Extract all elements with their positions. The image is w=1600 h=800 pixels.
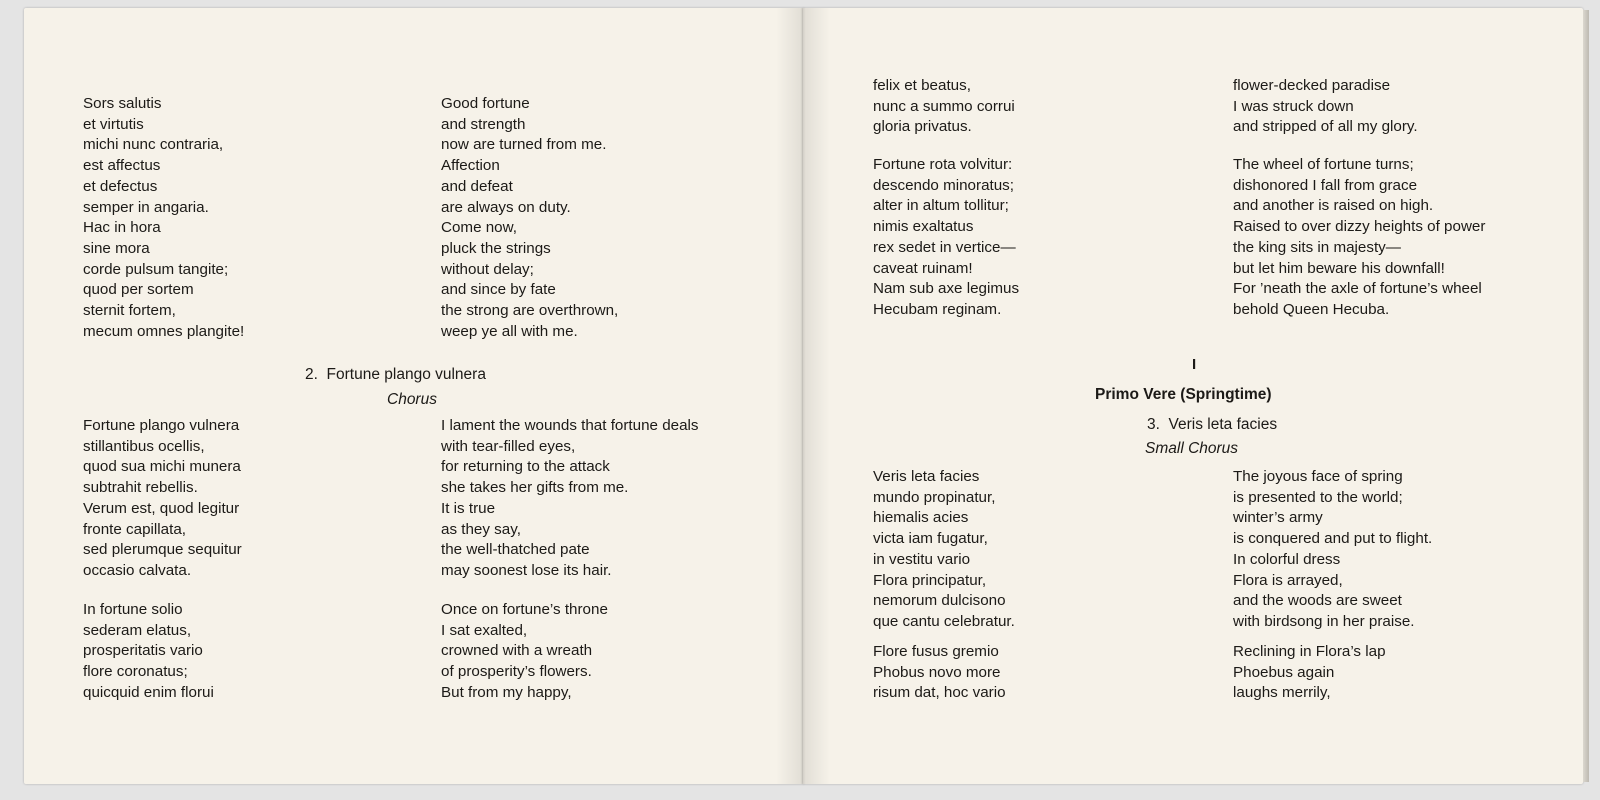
verse-line: Once on fortune’s throne (441, 601, 608, 618)
verse-line: The joyous face of spring (1233, 468, 1403, 485)
section-2-performer: Chorus (387, 391, 437, 408)
verse-line: Flora is arrayed, (1233, 571, 1343, 589)
section-2-title: 2. Fortune plango vulnera (305, 366, 486, 383)
verse-line: Raised to over dizzy heights of power (1233, 218, 1486, 236)
verse-line: with birdsong in her praise. (1233, 612, 1415, 630)
verse-line: est affectus (83, 157, 161, 175)
verse-line: stillantibus ocellis, (83, 437, 205, 455)
english-stanza-1 (441, 94, 618, 342)
verse-line: quicquid enim florui (83, 683, 214, 701)
verse-line: she takes her gifts from me. (441, 479, 629, 497)
verse-line: I lament the wounds that fortune deals (441, 417, 699, 434)
verse-line: the well-thatched pate (441, 541, 590, 559)
verse-line: and defeat (441, 177, 513, 195)
verse-line: michi nunc contraria, (83, 136, 224, 154)
verse-line: nunc a summo corrui (873, 97, 1015, 115)
verse-line: Come now, (441, 219, 517, 237)
verse-line: Affection (441, 157, 500, 175)
english-stanza-3b (1233, 642, 1386, 704)
latin-stanza-2a (83, 416, 242, 582)
verse-line: nimis exaltatus (873, 218, 974, 236)
verse-line: pluck the strings (441, 239, 551, 257)
verse-line: and since by fate (441, 281, 556, 299)
verse-line: Fortune rota volvitur: (873, 156, 1013, 173)
verse-line: Fortune plango vulnera (83, 417, 240, 434)
verse-line: for returning to the attack (441, 458, 610, 476)
latin-stanza-cont-b (873, 155, 1019, 321)
verse-line: occasio calvata. (83, 561, 192, 579)
page-edge (1583, 10, 1589, 782)
english-stanza-3a (1233, 467, 1432, 633)
part-title: Primo Vere (Springtime) (1095, 386, 1272, 403)
verse-line: I sat exalted, (441, 621, 528, 639)
verse-line: subtrahit rebellis. (83, 479, 198, 497)
verse-line: For ’neath the axle of fortune’s wheel (1233, 280, 1482, 298)
verse-line: gloria privatus. (873, 118, 972, 136)
verse-line: In fortune solio (83, 601, 183, 618)
verse-line: weep ye all with me. (441, 322, 578, 340)
verse-line: Sors salutis (83, 95, 162, 112)
section-3-performer: Small Chorus (1145, 440, 1239, 457)
verse-line: are always on duty. (441, 198, 571, 216)
verse-line: sed plerumque sequitur (83, 541, 242, 559)
english-stanza-cont-a (1233, 76, 1418, 138)
verse-line: sternit fortem, (83, 302, 176, 320)
english-stanza-2a (441, 416, 699, 582)
verse-line: que cantu celebratur. (873, 612, 1015, 630)
verse-line: flower-decked paradise (1233, 77, 1391, 94)
verse-line: risum dat, hoc vario (873, 684, 1006, 702)
verse-line: mundo propinatur, (873, 488, 996, 506)
verse-line: dishonored I fall from grace (1233, 176, 1418, 194)
verse-line: Flora principatur, (873, 571, 987, 589)
verse-line: is presented to the world; (1233, 488, 1403, 506)
latin-stanza-2b (83, 600, 214, 704)
verse-line: I was struck down (1233, 97, 1354, 115)
verse-line: felix et beatus, (873, 77, 971, 94)
verse-line: Nam sub axe legimus (873, 280, 1020, 298)
verse-line: hiemalis acies (873, 509, 969, 527)
verse-line: in vestitu vario (873, 550, 971, 568)
verse-line: Veris leta facies (873, 468, 980, 485)
verse-line: the king sits in majesty— (1233, 238, 1401, 256)
latin-stanza-3a (873, 467, 1015, 633)
verse-line: Phobus novo more (873, 663, 1001, 681)
verse-line: victa iam fugatur, (873, 530, 988, 548)
verse-line: fronte capillata, (83, 520, 186, 538)
verse-line: In colorful dress (1233, 550, 1341, 568)
verse-line: et defectus (83, 177, 158, 195)
verse-line: But from my happy, (441, 683, 572, 701)
verse-line: winter’s army (1233, 509, 1323, 527)
verse-line: flore coronatus; (83, 663, 188, 681)
verse-line: behold Queen Hecuba. (1233, 300, 1390, 318)
english-stanza-cont-b (1233, 155, 1485, 321)
verse-line: sine mora (83, 239, 150, 257)
verse-line: now are turned from me. (441, 136, 607, 154)
verse-line: with tear-filled eyes, (441, 437, 576, 455)
verse-line: Reclining in Flora’s lap (1233, 643, 1386, 660)
latin-stanza-3b (873, 642, 1006, 704)
part-numeral: I (1192, 356, 1197, 373)
verse-line: It is true (441, 499, 496, 517)
verse-line: without delay; (441, 260, 534, 278)
verse-line: The wheel of fortune turns; (1233, 156, 1414, 173)
verse-line: as they say, (441, 520, 521, 538)
verse-line: and stripped of all my glory. (1233, 118, 1418, 136)
verse-line: may soonest lose its hair. (441, 561, 612, 579)
verse-line: corde pulsum tangite; (83, 260, 229, 278)
latin-stanza-1 (83, 94, 244, 342)
verse-line: the strong are overthrown, (441, 302, 619, 320)
verse-line: rex sedet in vertice— (873, 238, 1016, 256)
english-stanza-2b (441, 600, 608, 704)
verse-line: sederam elatus, (83, 621, 192, 639)
verse-line: quod sua michi munera (83, 458, 241, 476)
verse-line: Flore fusus gremio (873, 643, 999, 660)
verse-line: semper in angaria. (83, 198, 209, 216)
verse-line: et virtutis (83, 115, 144, 133)
verse-line: Hac in hora (83, 219, 161, 237)
verse-line: Good fortune (441, 95, 530, 112)
verse-line: and another is raised on high. (1233, 197, 1434, 215)
section-3-title: 3. Veris leta facies (1147, 416, 1278, 433)
verse-line: laughs merrily, (1233, 684, 1331, 702)
latin-stanza-cont-a (873, 76, 1015, 138)
verse-line: and strength (441, 115, 526, 133)
verse-line: and the woods are sweet (1233, 592, 1402, 610)
verse-line: crowned with a wreath (441, 642, 593, 660)
verse-line: mecum omnes plangite! (83, 322, 245, 340)
verse-line: nemorum dulcisono (873, 592, 1006, 610)
verse-line: but let him beware his downfall! (1233, 259, 1445, 277)
verse-line: is conquered and put to flight. (1233, 530, 1433, 548)
verse-line: descendo minoratus; (873, 176, 1014, 194)
verse-line: caveat ruinam! (873, 259, 973, 277)
verse-line: of prosperity’s flowers. (441, 663, 592, 681)
verse-line: Verum est, quod legitur (83, 499, 240, 517)
verse-line: quod per sortem (83, 281, 194, 299)
verse-line: alter in altum tollitur; (873, 197, 1009, 215)
verse-line: Hecubam reginam. (873, 300, 1002, 318)
verse-line: prosperitatis vario (83, 642, 203, 660)
verse-line: Phoebus again (1233, 663, 1335, 681)
